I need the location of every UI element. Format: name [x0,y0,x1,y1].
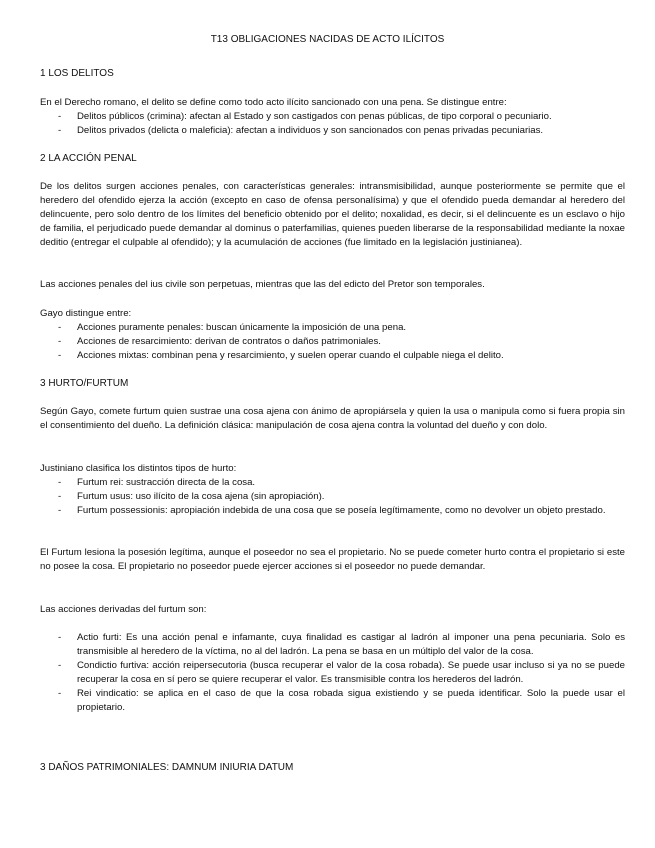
list-item: - Acciones de resarcimiento: derivan de contratos o daños patrimoniales. [40,335,625,349]
section-heading-delitos: 1 LOS DELITOS [40,68,114,79]
section-gayo-list [40,307,625,363]
bullet-list [40,110,625,138]
acciones-furtum-list [40,631,625,715]
paragraph: Según Gayo, comete furtum quien sustrae una cosa ajena con ánimo de apropiársela y quien la usa o manipula como si fuera propia sin el consentimiento del dueño. La definición clásica: manipulación de cosa ajena contra la voluntad del dueño y con dolo. [40,406,625,431]
list-item: - Delitos públicos (crimina): afectan al Estado y son castigados con penas públicas, de tipo corporal o pecuniario. [40,110,625,124]
list-item: - Rei vindicatio: se aplica en el caso de que la cosa robada sigua existiendo y se pueda identificar. Solo la puede usar el propietario. [40,687,625,715]
list-item: - Acciones puramente penales: buscan únicamente la imposición de una pena. [40,321,625,335]
section-delitos-list [40,96,625,138]
paragraph: En el Derecho romano, el delito se define como todo acto ilícito sancionado con una pena. Se distingue entre: [40,97,507,108]
paragraph: Las acciones penales del ius civile son perpetuas, mientras que las del edicto del Pretor son temporales. [40,279,485,290]
list-item: - Delitos privados (delicta o maleficia): afectan a individuos y son sancionados con penas privadas pecuniarias. [40,124,625,138]
section-heading-accion-penal: 2 LA ACCIÓN PENAL [40,153,137,164]
paragraph: De los delitos surgen acciones penales, con características generales: intransmisibilidad, aunque posteriormente se permite que el heredero del ofendido ejerza la acción (excepto en caso de ofensa personalísima) y que el ofendido pueda demandar al heredero del delincuente, pero solo dentro de los límites del beneficio obtenido por el delito; noxalidad, es decir, si el delincuente es un esclavo o hijo de familia, el perjudicado puede demandar al dominus o paterfamilias, quienes pueden liberarse de la responsabilidad mediante la noxae deditio (entregar el culpable al ofendido); y la acumulación de acciones (fue limitado en la legislación justinianea). [40,181,625,248]
section-heading-danos: 3 DAÑOS PATRIMONIALES: DAMNUM INIURIA DATUM [40,762,294,773]
list-item: - Actio furti: Es una acción penal e infamante, cuya finalidad es castigar al ladrón al imponer una pena pecuniaria. Solo es transmisible al heredero de la víctima, no al del ladrón. La pena se basa en un múltiplo del valor de la cosa. [40,631,625,659]
document-title: T13 OBLIGACIONES NACIDAS DE ACTO ILÍCITOS [210,34,445,45]
paragraph: Las acciones derivadas del furtum son: [40,604,207,615]
section-heading-hurto: 3 HURTO/FURTUM [40,378,129,389]
bullet-list [40,321,625,363]
list-item: - Condictio furtiva: acción reipersecutoria (busca recuperar el valor de la cosa robada). Se puede usar incluso si ya no se puede recuperar la cosa en sí pero se quiere recuperar el valor. Es transmisible contra los herederos del ladrón. [40,659,625,687]
section-tipos-hurto-list [40,462,625,518]
list-item: - Acciones mixtas: combinan pena y resarcimiento, y suelen operar cuando el culpable niega el delito. [40,349,625,363]
paragraph: Justiniano clasifica los distintos tipos de hurto: [40,463,237,474]
bullet-list [40,476,625,518]
list-item: - Furtum possessionis: apropiación indebida de una cosa que se poseía legítimamente, como no devolver un objeto prestado. [40,504,625,518]
list-item: - Furtum usus: uso ilícito de la cosa ajena (sin apropiación). [40,490,625,504]
paragraph: El Furtum lesiona la posesión legítima, aunque el poseedor no sea el propietario. No se puede cometer hurto contra el propietario si este no posee la cosa. El propietario no poseedor puede ejercer acciones si el poseedor no puede demandar. [40,547,625,572]
list-item: - Furtum rei: sustracción directa de la cosa. [40,476,625,490]
paragraph: Gayo distingue entre: [40,308,132,319]
